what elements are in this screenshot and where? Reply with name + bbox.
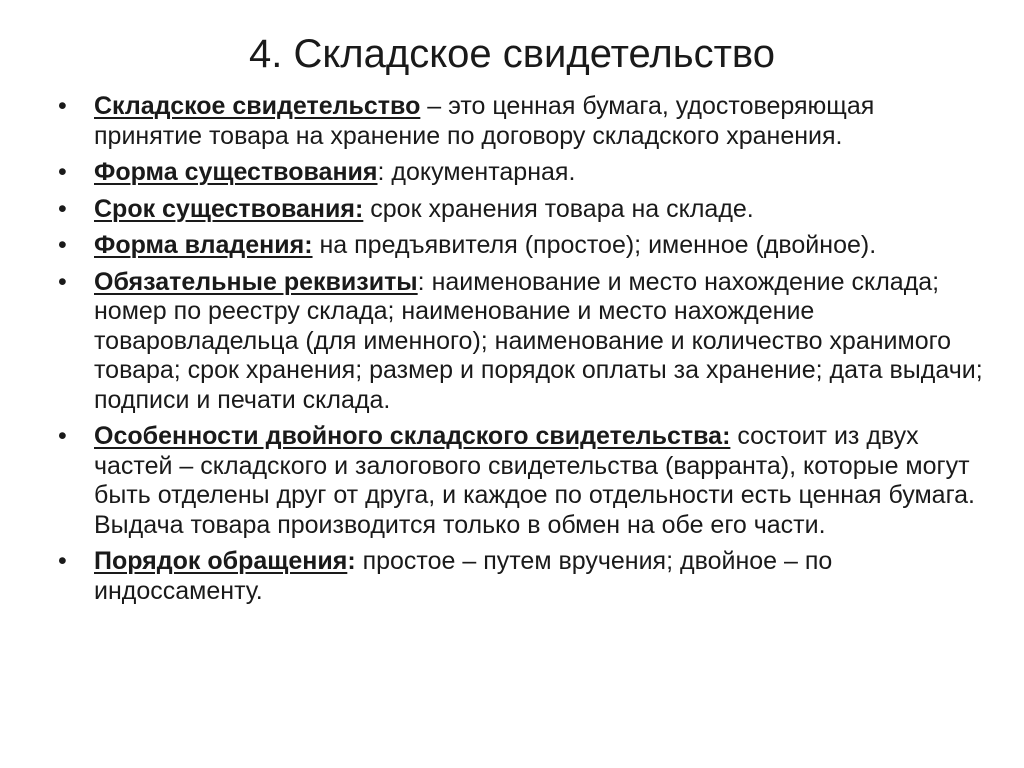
item-separator: :	[377, 158, 385, 186]
bullet-icon: •	[58, 547, 67, 575]
item-text: – это ценная бумага, удостоверяющая принятие товара на хранение по договору складского хранения.	[94, 92, 875, 150]
bullet-icon: •	[58, 92, 67, 120]
item-term: Особенности двойного складского свидетельства:	[94, 422, 731, 450]
bullet-list	[56, 92, 986, 613]
list-item-existence-form	[56, 158, 986, 188]
list-item-double-certificate-features	[56, 422, 986, 540]
item-term: Срок существования:	[94, 194, 364, 223]
item-text: документарная.	[384, 158, 576, 186]
item-separator: :	[347, 547, 356, 575]
list-item-circulation-procedure	[56, 547, 986, 606]
item-text: наименование и место нахождение склада; номер по реестру склада; наименование и место нахождение товаровладельца (для именного); наименование и количество хранимого товара; срок хранения; размер и порядок оплаты за хранение; дата выдачи; подписи и печати склада.	[94, 267, 983, 414]
item-text: простое – путем вручения; двойное – по индоссаменту.	[94, 547, 833, 605]
item-term: Форма владения:	[94, 231, 313, 259]
item-term: Обязательные реквизиты	[94, 267, 418, 296]
bullet-icon: •	[58, 194, 67, 223]
item-text: состоит из двух частей – складского и залогового свидетельства (варранта), которые могут быть отделены друг от друга, и каждое по отдельности есть ценная бумага. Выдача товара производится только в обмен на обе его части.	[94, 422, 975, 539]
bullet-icon: •	[58, 158, 67, 186]
bullet-icon: •	[58, 267, 67, 296]
bullet-icon: •	[58, 422, 67, 450]
item-separator: :	[417, 267, 425, 296]
slide-title: 4. Складское свидетельство	[249, 32, 775, 76]
list-item-required-details	[56, 268, 986, 416]
item-text: на предъявителя (простое); именное (двойное).	[312, 231, 877, 259]
list-item-existence-term	[56, 195, 986, 225]
item-term: Порядок обращения	[94, 547, 348, 575]
item-text: срок хранения товара на складе.	[363, 194, 754, 223]
item-term: Форма существования	[94, 158, 378, 186]
item-term: Складское свидетельство	[94, 92, 421, 120]
list-item-definition	[56, 92, 986, 151]
bullet-icon: •	[58, 231, 67, 259]
list-item-ownership-form	[56, 231, 986, 261]
